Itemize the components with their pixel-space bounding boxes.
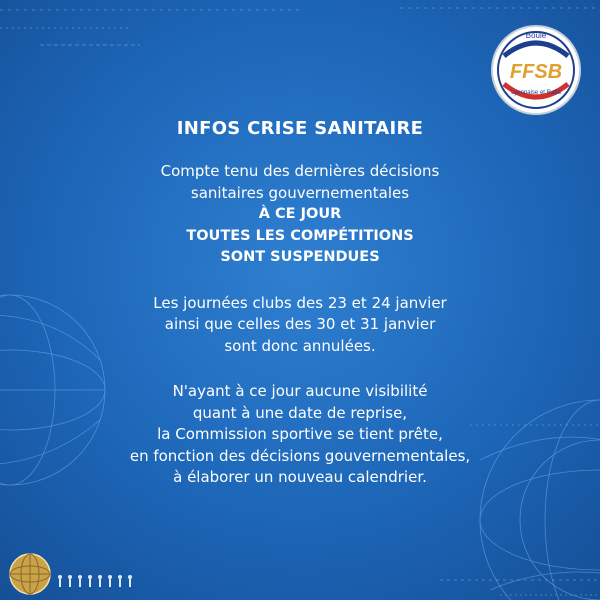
paragraph-line: quant à une date de reprise, — [192, 403, 408, 422]
paragraph-line: sont donc annulées. — [224, 336, 376, 355]
paragraph-line: N'ayant à ce jour aucune visibilité — [172, 382, 428, 400]
logo-text-top: Boule — [525, 31, 547, 40]
paragraph-2 — [40, 293, 560, 358]
ffsb-logo — [490, 24, 582, 116]
logo-text-bottom: Lyonnaise et Raffa — [511, 90, 561, 96]
paragraph-line: Compte tenu des dernières décisions — [160, 162, 440, 180]
ffsb-logo-icon — [490, 24, 582, 116]
emphasis-line: TOUTES LES COMPÉTITIONS — [186, 227, 414, 244]
paragraph-line: Les journées clubs des 23 et 24 janvier — [153, 293, 447, 312]
page-title: INFOS CRISE SANITAIRE — [176, 118, 424, 139]
athletes-pictogram-icon — [56, 574, 136, 590]
paragraph-line: en fonction des décisions gouvernementales, — [129, 446, 471, 465]
announcement — [40, 118, 560, 513]
paragraph-3 — [40, 381, 560, 489]
boule-ball-icon — [8, 552, 52, 596]
paragraph-line: sanitaires gouvernementales — [190, 183, 410, 202]
emphasis-line: À CE JOUR — [258, 206, 342, 222]
paragraph-line: la Commission sportive se tient prête, — [157, 425, 443, 443]
logo-monogram: FFSB — [509, 61, 563, 83]
paragraph-line: à élaborer un nouveau calendrier. — [173, 468, 427, 486]
paragraph-line: ainsi que celles des 30 et 31 janvier — [164, 315, 436, 333]
emphasis-line: SONT SUSPENDUES — [220, 249, 380, 265]
paragraph-1 — [40, 161, 560, 269]
